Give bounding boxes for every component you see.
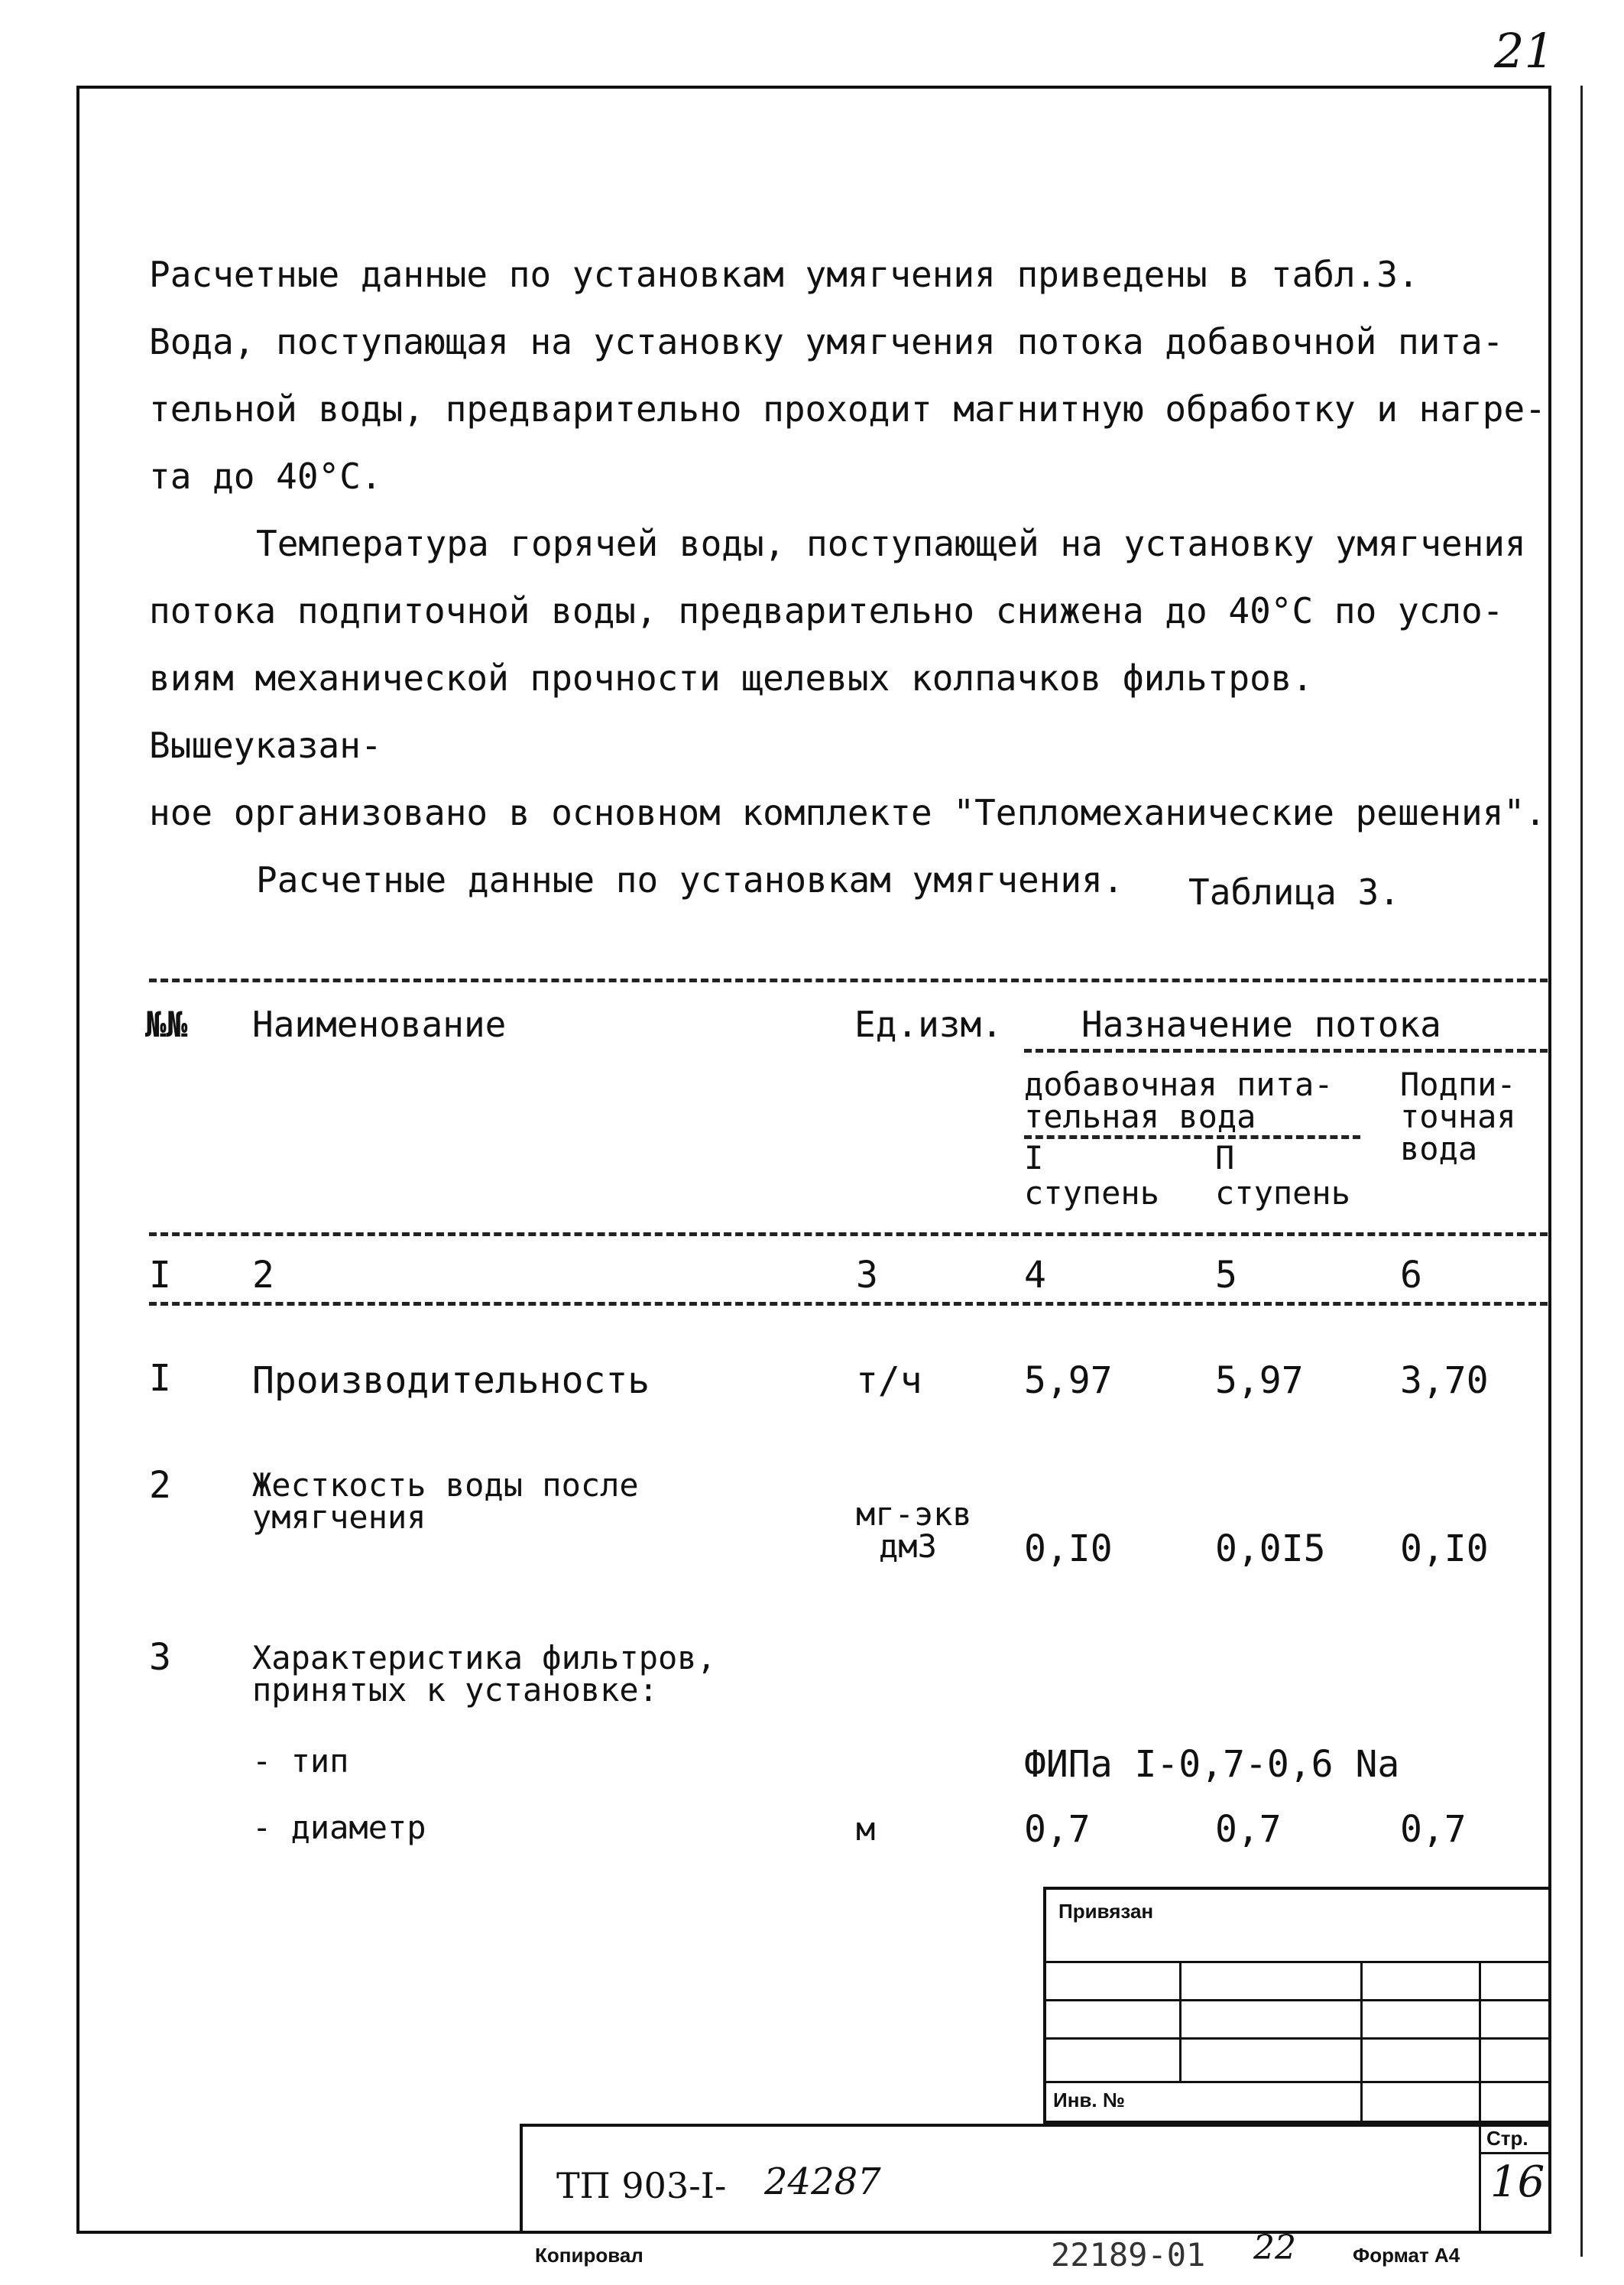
header-add-water-2: тельная вода — [1024, 1098, 1256, 1135]
right-edge-line — [1580, 86, 1583, 2257]
row3-num: 3 — [149, 1636, 171, 1679]
subrow-diameter-name: - диаметр — [252, 1809, 426, 1846]
subrow-type-name: - тип — [252, 1742, 349, 1780]
stamp-vrule — [1179, 1961, 1182, 2081]
header-purpose: Назначение потока — [1081, 1004, 1441, 1045]
row3-name-1: Характеристика фильтров, — [252, 1639, 716, 1676]
doc-code: ТП 903-I- — [556, 2165, 727, 2206]
colnum-6: 6 — [1400, 1254, 1422, 1297]
row1-num: I — [149, 1357, 171, 1400]
row2-name-1: Жесткость воды после — [252, 1466, 639, 1504]
footer-number-handwritten: 22 — [1253, 2228, 1296, 2267]
row1-name: Производительность — [252, 1359, 650, 1402]
header-stage2-b: ступень — [1215, 1174, 1351, 1212]
header-stage1-b: ступень — [1024, 1174, 1160, 1212]
page-label: Стр. — [1486, 2127, 1528, 2150]
row1-unit: т/ч — [856, 1359, 922, 1402]
body-text — [149, 241, 1548, 914]
header-stage2-a: П — [1215, 1139, 1235, 1177]
purpose-underline — [1024, 1049, 1548, 1053]
paragraph-line: виям механической прочности щелевых колпачков фильтров. Вышеуказан- — [149, 657, 1314, 766]
row2-num: 2 — [149, 1464, 171, 1507]
header-makeup-2: точная — [1400, 1098, 1516, 1135]
row2-name-2: умягчения — [252, 1498, 426, 1536]
subrow-type-value: ФИПа I-0,7-0,6 Na — [1024, 1743, 1400, 1786]
paragraph-line: ное организовано в основном комплекте "Тепломеханические решения". — [149, 792, 1546, 833]
row1-c6: 3,70 — [1400, 1359, 1489, 1402]
paragraph-line: та до 40°С. — [149, 456, 382, 497]
row2-c5: 0,0I5 — [1215, 1527, 1326, 1570]
subrow-diameter-c4: 0,7 — [1024, 1808, 1091, 1851]
stamp-rule — [1479, 2152, 1551, 2154]
header-bottom-rule — [149, 1232, 1548, 1236]
colnum-rule — [149, 1302, 1548, 1306]
linked-label: Привязан — [1058, 1900, 1154, 1923]
corner-page-mark: 21 — [1494, 23, 1554, 79]
stamp-vrule — [1360, 1961, 1363, 2124]
row2-c4: 0,I0 — [1024, 1527, 1113, 1570]
header-makeup-3: вода — [1400, 1130, 1478, 1167]
doc-code-handwritten: 24287 — [764, 2160, 881, 2203]
row2-c6: 0,I0 — [1400, 1527, 1489, 1570]
subrow-diameter-c6: 0,7 — [1400, 1808, 1467, 1851]
paragraph-line: Вода, поступающая на установку умягчения потока добавочной пита- — [149, 321, 1504, 362]
header-add-water-1: добавочная пита- — [1024, 1066, 1334, 1103]
header-unit: Ед.изм. — [854, 1004, 1003, 1045]
header-stage1-a: I — [1024, 1139, 1044, 1177]
colnum-1: I — [149, 1254, 171, 1297]
colnum-3: 3 — [856, 1254, 878, 1297]
table-top-rule — [149, 979, 1548, 982]
subrow-diameter-c5: 0,7 — [1215, 1808, 1282, 1851]
row1-c5: 5,97 — [1215, 1359, 1304, 1402]
row3-name-2: принятых к установке: — [252, 1671, 659, 1709]
paragraph-line: Расчетные данные по установкам умягчения приведены в табл.3. — [149, 254, 1419, 295]
stamp-rule — [1043, 1999, 1551, 2001]
colnum-5: 5 — [1215, 1254, 1237, 1297]
row2-unit-1: мг-экв — [856, 1495, 972, 1533]
table-caption: Таблица 3. — [1188, 871, 1400, 913]
header-name: Наименование — [252, 1004, 507, 1045]
paragraph-line: потока подпиточной воды, предварительно снижена до 40°С по усло- — [149, 590, 1504, 631]
format-label: Формат А4 — [1353, 2244, 1460, 2267]
paragraph-line: Температура горячей воды, поступающей на установку умягчения — [256, 523, 1526, 564]
stamp-rule — [1043, 2037, 1551, 2040]
subrow-diameter-unit: м — [856, 1810, 876, 1848]
copied-label: Копировал — [535, 2244, 643, 2267]
header-makeup-1: Подпи- — [1400, 1066, 1516, 1103]
stamp-vrule — [1479, 2124, 1481, 2234]
footer-number: 22189-01 — [1051, 2236, 1206, 2274]
add-water-underline — [1024, 1135, 1360, 1139]
inv-no-label: Инв. № — [1053, 2089, 1125, 2111]
colnum-4: 4 — [1024, 1254, 1046, 1297]
paragraph-line: Расчетные данные по установкам умягчения. — [256, 859, 1124, 901]
stamp-rule — [1043, 2081, 1551, 2083]
header-num: №№ — [145, 1004, 188, 1045]
stamp-vrule — [1479, 1961, 1481, 2124]
paragraph-line: тельной воды, предварительно проходит магнитную обработку и нагре- — [149, 388, 1546, 430]
row2-unit-2: дм3 — [879, 1527, 937, 1565]
colnum-2: 2 — [252, 1254, 274, 1297]
page-number: 16 — [1490, 2157, 1545, 2207]
row1-c4: 5,97 — [1024, 1359, 1113, 1402]
stamp-rule — [1043, 1961, 1551, 1963]
